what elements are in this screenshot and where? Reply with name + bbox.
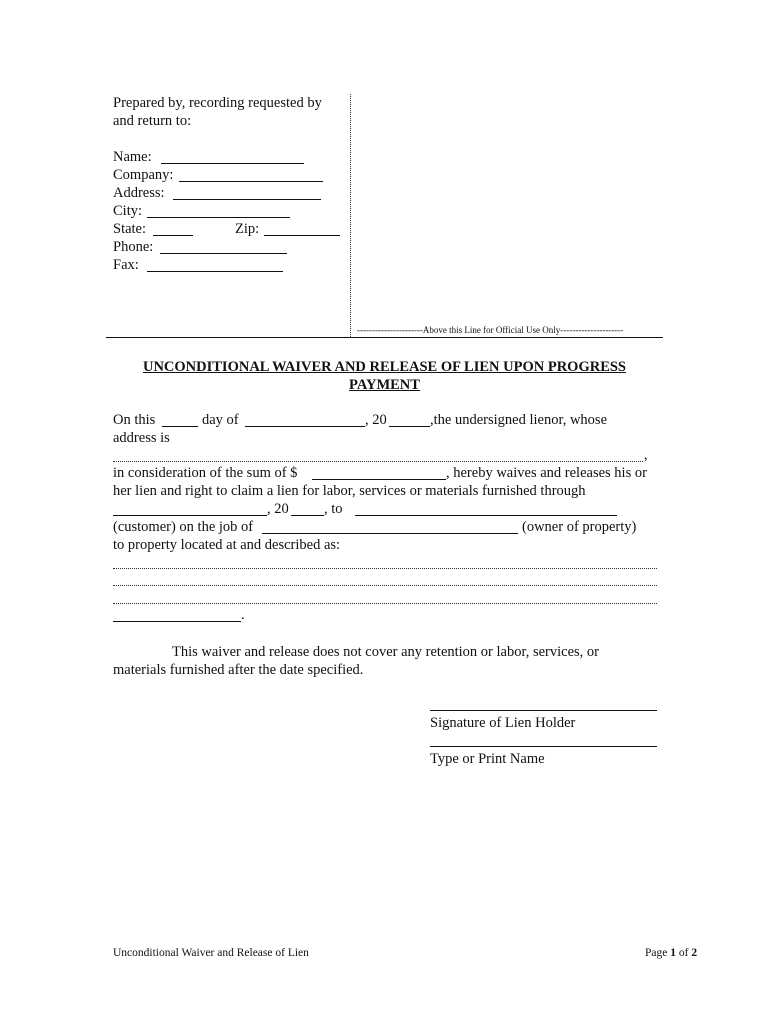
page-of: of [678, 947, 689, 959]
property-description-line2[interactable] [113, 585, 657, 586]
waiver-line1: This waiver and release does not cover any retention or labor, services, or [172, 644, 600, 660]
state-label: State: [113, 221, 147, 237]
state-field[interactable] [153, 235, 193, 236]
page-number [645, 946, 697, 960]
fax-label: Fax: [113, 257, 139, 273]
comma-20-b-text: , 20 [267, 501, 289, 517]
fax-field[interactable] [147, 271, 283, 272]
property-description-line1[interactable] [113, 568, 657, 569]
phone-label: Phone: [113, 239, 154, 255]
comma-to-text: , to [324, 501, 343, 517]
zip-field[interactable] [264, 235, 340, 236]
her-lien-text: her lien and right to claim a lien for labor, services or materials furnished through [113, 483, 586, 499]
name-label: Name: [113, 149, 152, 165]
official-use-rule [106, 337, 663, 338]
page-prefix: Page [645, 947, 668, 959]
sum-field[interactable] [312, 479, 446, 480]
customer-on-job-text: (customer) on the job of [113, 519, 254, 535]
address-field[interactable] [173, 199, 321, 200]
through-year-field[interactable] [291, 515, 324, 516]
lienor-address-field[interactable] [113, 461, 643, 462]
owner-of-property-text: (owner of property) [522, 519, 637, 535]
prepared-by-line1: Prepared by, recording requested by [113, 95, 322, 111]
comma-20-text: , 20 [365, 412, 387, 428]
through-date-field[interactable] [113, 515, 267, 516]
owner-field[interactable] [262, 533, 518, 534]
property-description-line4[interactable] [113, 621, 241, 622]
company-field[interactable] [179, 181, 323, 182]
vertical-divider [350, 94, 351, 337]
year-field[interactable] [389, 426, 430, 427]
phone-field[interactable] [160, 253, 287, 254]
name-field[interactable] [161, 163, 304, 164]
signature-line[interactable] [430, 710, 657, 711]
document-title-line1: UNCONDITIONAL WAIVER AND RELEASE OF LIEN UPON PROGRESS [142, 359, 627, 375]
page-total: 2 [691, 947, 698, 959]
city-label: City: [113, 203, 143, 219]
month-field[interactable] [245, 426, 365, 427]
day-field[interactable] [162, 426, 198, 427]
hereby-waives-text: , hereby waives and releases his or [446, 465, 647, 481]
document-title-line2: PAYMENT [349, 377, 420, 393]
on-this-text: On this [113, 412, 156, 428]
undersigned-text: ,the undersigned lienor, whose [430, 412, 608, 428]
zip-label: Zip: [235, 221, 260, 237]
prepared-by-line2: and return to: [113, 113, 192, 129]
customer-field[interactable] [355, 515, 617, 516]
property-description-line3[interactable] [113, 603, 657, 604]
in-consideration-text: in consideration of the sum of $ [113, 465, 298, 481]
official-use-text: ----------------------Above this Line for Official Use Only--------------------- [357, 325, 624, 335]
day-of-text: day of [202, 412, 239, 428]
company-label: Company: [113, 167, 174, 183]
page-current: 1 [670, 947, 676, 959]
waiver-line2: materials furnished after the date specified. [113, 662, 364, 678]
address-is-text: address is [113, 430, 170, 446]
address-comma: , [644, 447, 648, 463]
print-name-line[interactable] [430, 746, 657, 747]
print-name-label: Type or Print Name [430, 751, 545, 767]
signature-label: Signature of Lien Holder [430, 715, 576, 731]
city-field[interactable] [147, 217, 290, 218]
to-property-text: to property located at and described as: [113, 537, 341, 553]
footer-title: Unconditional Waiver and Release of Lien [113, 947, 309, 959]
address-label: Address: [113, 185, 165, 201]
property-period: . [241, 607, 245, 623]
